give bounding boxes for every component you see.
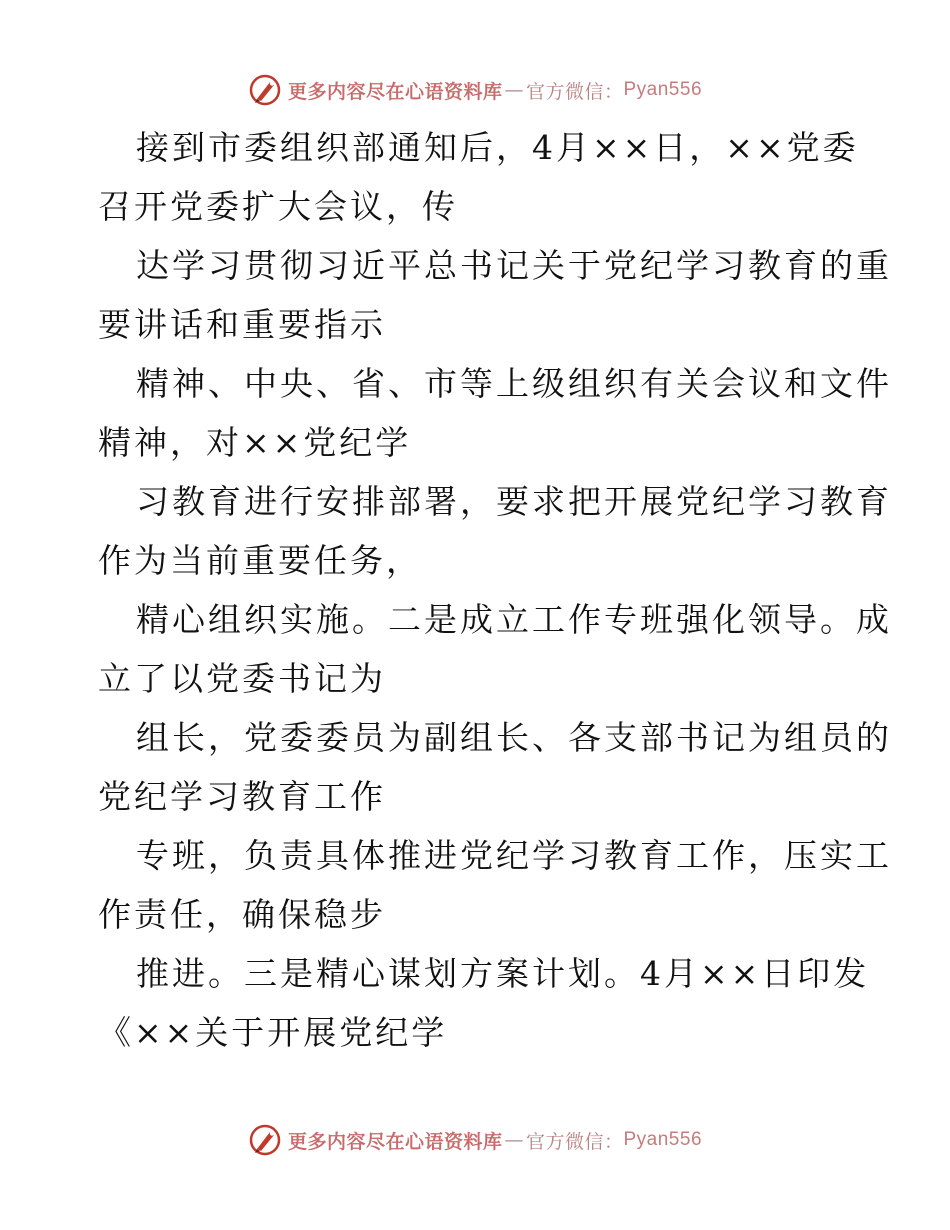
paragraph-line: 达学习贯彻习近平总书记关于党纪学习教育的重	[136, 246, 892, 285]
paragraph-line: 专班，负责具体推进党纪学习教育工作，压实工	[136, 836, 892, 875]
paragraph-line: 精神，对××党纪学	[98, 423, 412, 462]
footer-separator: —	[504, 1129, 524, 1151]
document-body	[98, 118, 892, 1062]
paragraph-line: 习教育进行安排部署，要求把开展党纪学习教育	[136, 482, 892, 521]
paragraph-line: 党纪学习教育工作	[98, 777, 386, 816]
paragraph-line: 立了以党委书记为	[98, 659, 386, 698]
paragraph-line: 《××关于开展党纪学	[98, 1013, 448, 1052]
paragraph-line: 组长，党委委员为副组长、各支部书记为组员的	[136, 718, 892, 757]
footer-wechat-label: 官方微信：	[525, 1130, 624, 1153]
footer-watermark-banner	[0, 1120, 950, 1160]
paragraph-line: 要讲话和重要指示	[98, 305, 386, 344]
paragraph-line: 召开党委扩大会议，传	[98, 187, 458, 226]
paragraph-line: 作为当前重要任务，	[98, 541, 422, 580]
pen-logo-icon	[248, 73, 282, 107]
header-brand-text: 更多内容尽在心语资料库	[287, 80, 503, 103]
paragraph-line: 精神、中央、省、市等上级组织有关会议和文件	[136, 364, 892, 403]
paragraph-line: 接到市委组织部通知后，4月××日，××党委	[136, 128, 859, 167]
header-wechat-label: 官方微信：	[525, 80, 624, 103]
header-wechat-id: Pyan556	[623, 79, 703, 100]
footer-brand-text: 更多内容尽在心语资料库	[287, 1130, 503, 1153]
paragraph-line: 作责任，确保稳步	[98, 895, 386, 934]
pen-logo-icon	[248, 1123, 282, 1157]
header-separator: —	[504, 79, 524, 101]
footer-wechat-id: Pyan556	[623, 1129, 703, 1150]
paragraph-line: 精心组织实施。二是成立工作专班强化领导。成	[136, 600, 892, 639]
header-watermark-banner	[0, 70, 950, 110]
paragraph-line: 推进。三是精心谋划方案计划。4月××日印发	[136, 954, 870, 993]
